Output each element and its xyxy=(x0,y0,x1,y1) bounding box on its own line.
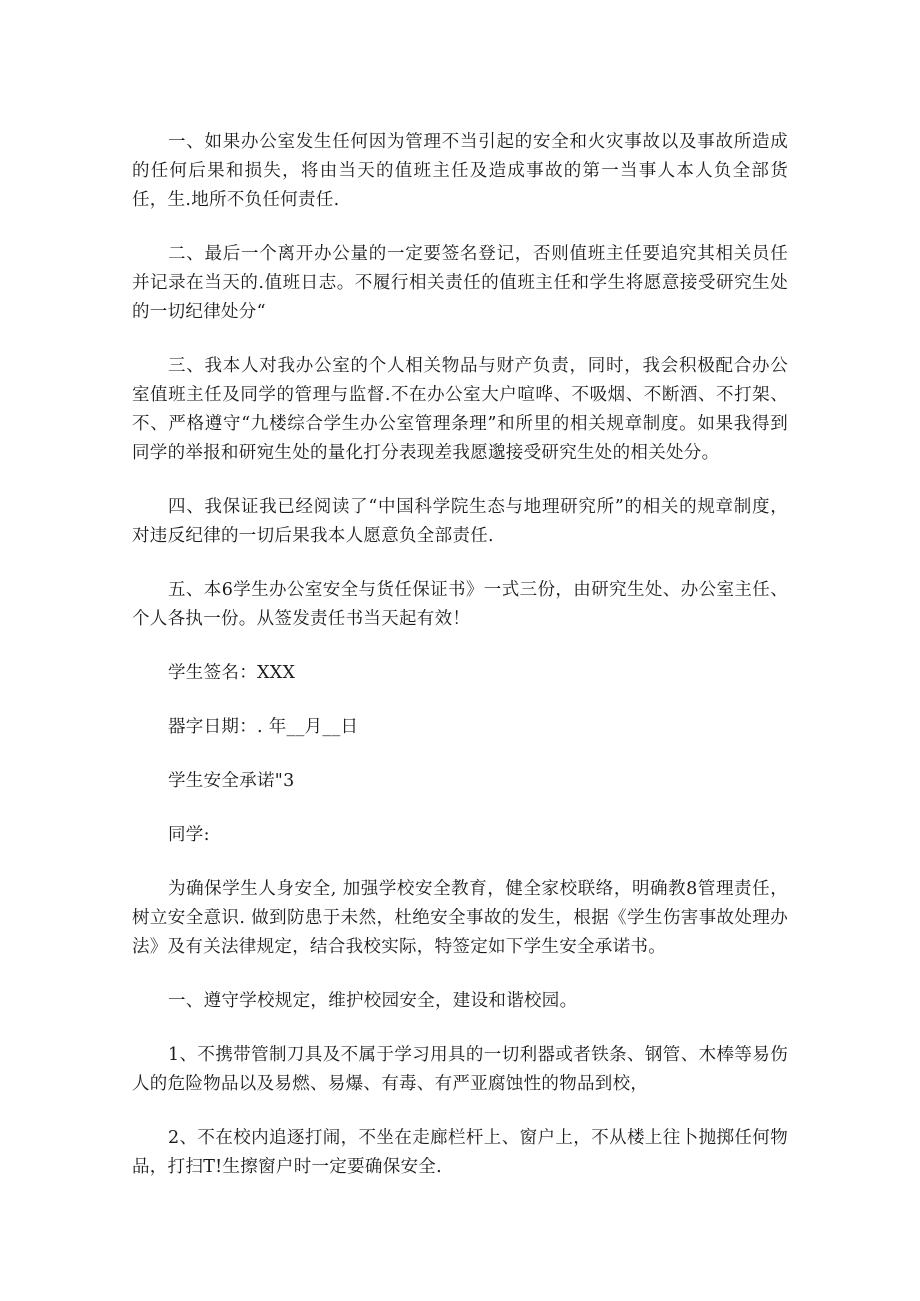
paragraph-2: 二、最后一个离开办公量的一定要签名登记，否则值班主任要追究其相关员任并记录在当天的.值班日志。不履行相关责任的值班主任和学生将愿意接受研究生处的一切纪律处分“ xyxy=(132,244,788,322)
paragraph-5: 五、本6学生办公室安全与货任保证书》一式三份，由研究生处、办公室主任、个人各执一份。从签发责任书当天起有效！ xyxy=(132,580,788,629)
signature-line: 学生签名：XXX xyxy=(168,663,296,683)
document-body xyxy=(132,128,788,1182)
rule-item-2: 2、不在校内追逐打闹，不坐在走廊栏杆上、窗户上，不从楼上往卜抛掷任何物品，打扫T!生擦窗户时一定要确保安全. xyxy=(132,1128,788,1177)
rule-heading: 一、遵守学校规定，维护校园安全，建设和谐校园。 xyxy=(168,991,578,1011)
date-line: 器字日期：. 年__月__日 xyxy=(168,717,359,737)
intro-paragraph: 为确保学生人身安全, 加强学校安全教育，健全家校联络，明确教8管理责任，树立安全意识. 做到防患于未然，杜绝安全事故的发生，根据《学生伤害事故处理办法》及有关法律规定，结合我校实际，特签定如下学生安全承诺书。 xyxy=(132,879,788,957)
rule-item-1: 1、不携带管制刀具及不属于学习用具的一切利器或者铁条、钢管、木棒等易伤人的危险物品以及易燃、易爆、有毒、有严亚腐蚀性的物品到校， xyxy=(132,1045,788,1094)
paragraph-3: 三、我本人对我办公室的个人相关物品与财产负责，同时，我会积极配合办公室值班主任及同学的管理与监督.不在办公室大户喧哗、不吸烟、不断酒、不打架、不、严格遵守“九楼综合学生办公室管理条理”和所里的相关规章制度。如果我得到同学的举报和研宛生处的量化打分表现差我愿邈接受研究生处的相关处分。 xyxy=(132,356,788,463)
paragraph-4: 四、我保证我已经阅读了“中国科学院生态与地理研究所”的相关的规章制度，对违反纪律的一切后果我本人愿意负全部责任. xyxy=(132,497,788,546)
section-title: 学生安全承诺"3 xyxy=(168,771,295,791)
paragraph-1: 一、如果办公室发生任何因为管理不当引起的安全和火灾事故以及事故所造成的任何后果和损失，将由当天的值班主任及造成事故的第一当事人本人负全部货任，生.地所不负任何责任. xyxy=(132,132,788,210)
salutation: 同学: xyxy=(168,825,210,845)
